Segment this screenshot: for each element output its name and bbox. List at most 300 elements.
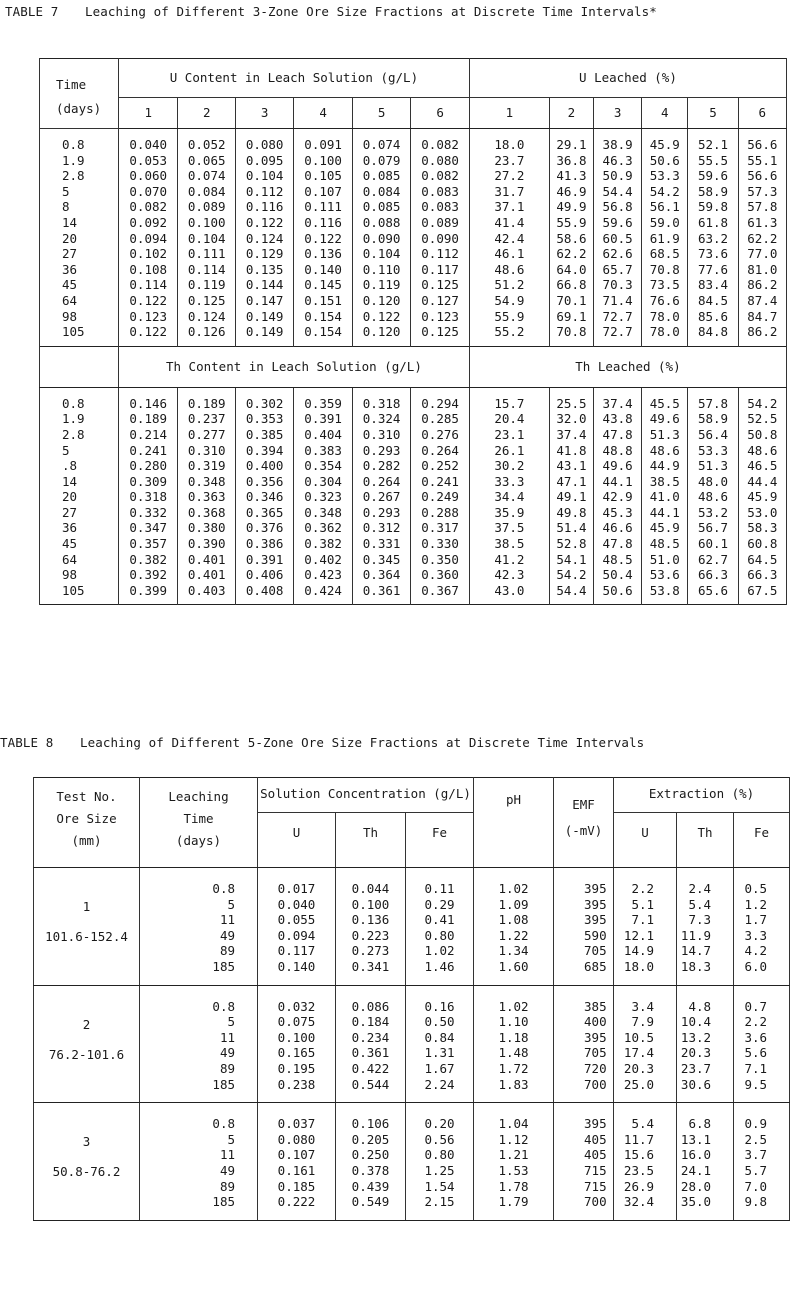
- t7-value: 48.5: [602, 551, 633, 567]
- t7-time-value: 27: [62, 504, 78, 520]
- t7-value: 0.293: [362, 442, 401, 458]
- t8-ext_fe-value: 5.6: [744, 1045, 768, 1061]
- table8: [33, 777, 790, 1221]
- t7-value: 65.6: [697, 582, 729, 598]
- t7-value: 0.149: [245, 308, 284, 324]
- t8-th-value: 0.250: [351, 1147, 390, 1163]
- t7-value: 60.8: [747, 536, 778, 552]
- t8-test-no-label: Test No.: [56, 789, 117, 804]
- t7-value: 54.1: [556, 551, 587, 567]
- t8-emf-header: [554, 778, 614, 868]
- t7-value: 48.6: [697, 489, 729, 505]
- t8-ext_fe-value: 5.7: [744, 1162, 768, 1178]
- t8-ph-value: 1.72: [498, 1060, 529, 1076]
- t8-ext_u-value: 26.9: [623, 1178, 655, 1194]
- t7-time-value: 5: [62, 442, 70, 458]
- t8-ph-value: 1.83: [498, 1076, 529, 1092]
- t8-ph-value: 1.79: [498, 1194, 529, 1210]
- t7-value: 62.6: [602, 246, 633, 262]
- t8-ore-size: 50.8-76.2: [52, 1164, 121, 1180]
- t7-value-cell: [411, 387, 470, 605]
- t8-ext_th-cell: [677, 868, 734, 986]
- t8-ph-value: 1.08: [498, 912, 529, 928]
- t7-value: 0.146: [129, 395, 168, 411]
- t8-fe-value: 1.46: [424, 958, 455, 974]
- t7-value: 0.111: [304, 199, 342, 215]
- t7-value: 0.084: [187, 183, 226, 199]
- t7-value: 0.124: [187, 308, 226, 324]
- t8-th-value: 0.044: [351, 881, 390, 896]
- t8-emf-value: 715: [584, 1162, 607, 1178]
- t7-value: 0.088: [362, 214, 401, 230]
- t7-value: 0.084: [362, 183, 401, 199]
- t7-value: 45.3: [602, 504, 633, 520]
- t8-fe-value: 1.54: [424, 1178, 455, 1194]
- t7-value: 0.090: [362, 230, 401, 246]
- t8-ext_fe-cell: [734, 868, 790, 986]
- t7-value: 0.125: [421, 277, 459, 293]
- t7-value: 46.6: [602, 520, 633, 536]
- t7-value: 0.144: [245, 277, 284, 293]
- t7-value: 51.2: [494, 277, 525, 293]
- t8-test-cell: [34, 868, 140, 986]
- t7-value: 53.3: [697, 442, 729, 458]
- t7-value: 53.2: [697, 504, 729, 520]
- t7-value: 0.112: [245, 183, 284, 199]
- t8-emf-value: 395: [584, 881, 607, 896]
- t7-value: 0.125: [421, 324, 459, 340]
- t8-time-header: [140, 778, 258, 868]
- t7-value: 0.310: [187, 442, 226, 458]
- t7-time-value: 14: [62, 214, 78, 230]
- t7-value: 0.119: [362, 277, 401, 293]
- t8-th-value: 0.205: [351, 1131, 390, 1147]
- t7-value: 78.0: [649, 308, 680, 324]
- t8-sub-th-header: Th: [336, 813, 406, 868]
- t8-emf-value: 685: [584, 958, 607, 974]
- t8-fe-value: 0.80: [424, 927, 455, 943]
- t7-value: 0.402: [304, 551, 342, 567]
- t8-ph-value: 1.18: [498, 1029, 529, 1045]
- t7-value: 64.0: [556, 261, 587, 277]
- t7-value: 64.5: [747, 551, 778, 567]
- t8-ext_th-value: 11.9: [680, 927, 712, 943]
- t7-value: 0.074: [187, 168, 226, 184]
- t8-ext_u-value: 10.5: [623, 1029, 655, 1045]
- t8-time-value: 89: [219, 1060, 235, 1076]
- t7-col-number-row: [40, 98, 787, 129]
- t7-value: 0.345: [362, 551, 401, 567]
- t7-col-number: 6: [411, 98, 470, 129]
- t7-time-value: .8: [62, 458, 78, 474]
- t7-value: 0.189: [187, 395, 226, 411]
- t7-value: 0.040: [129, 137, 168, 152]
- t8-ext_fe-value: 6.0: [744, 958, 768, 974]
- t8-fe-value: 2.15: [424, 1194, 455, 1210]
- t7-value: 55.9: [556, 214, 587, 230]
- t7-time-value: 14: [62, 473, 78, 489]
- t7-value: 0.083: [421, 183, 459, 199]
- t7-value-cell: [352, 129, 410, 347]
- t8-group-row: [34, 1103, 790, 1221]
- t7-time-value: 2.8: [62, 168, 85, 184]
- t8-group-row: [34, 868, 790, 986]
- t7-value: 0.394: [245, 442, 284, 458]
- t7-value: 0.368: [187, 504, 226, 520]
- t7-th-leached-header: Th Leached (%): [469, 346, 786, 387]
- t7-value: 52.5: [747, 411, 778, 427]
- t7-value: 0.136: [304, 246, 342, 262]
- t8-ore-size-unit: (mm): [71, 833, 102, 848]
- t8-u-value: 0.040: [277, 896, 316, 912]
- t7-value: 77.0: [747, 246, 778, 262]
- t7-value: 56.8: [602, 199, 633, 215]
- t7-value: 0.214: [129, 426, 168, 442]
- t7-time-label: Time: [56, 76, 87, 92]
- t7-value: 49.6: [649, 411, 680, 427]
- t7-value: 0.363: [187, 489, 226, 505]
- t8-time-value: 5: [227, 1014, 235, 1030]
- t8-th-value: 0.086: [351, 998, 390, 1014]
- t7-value: 0.331: [362, 536, 401, 552]
- t7-value: 54.2: [649, 183, 680, 199]
- t8-time-value: 5: [227, 1131, 235, 1147]
- t8-ext_u-value: 18.0: [623, 958, 655, 974]
- t7-value: 0.114: [187, 261, 226, 277]
- t7-value: 0.361: [362, 582, 401, 598]
- t8-ph-value: 1.21: [498, 1147, 529, 1163]
- t8-ph-value: 1.78: [498, 1178, 529, 1194]
- t7-value: 72.7: [602, 308, 633, 324]
- t8-th-cell: [336, 1103, 406, 1221]
- t7-value: 38.9: [602, 137, 633, 152]
- t7-value: 54.4: [556, 582, 587, 598]
- t7-value: 0.241: [129, 442, 168, 458]
- t7-value: 0.304: [304, 473, 342, 489]
- table7-caption: [5, 4, 657, 19]
- t7-value: 67.5: [747, 582, 778, 598]
- t7-value: 0.332: [129, 504, 168, 520]
- t7-value: 66.8: [556, 277, 587, 293]
- t8-ph-value: 1.02: [498, 881, 529, 896]
- t8-ext_u-value: 5.1: [631, 896, 655, 912]
- t7-value: 59.6: [697, 168, 729, 184]
- t8-u-value: 0.222: [277, 1194, 316, 1210]
- t7-value: 62.2: [556, 246, 587, 262]
- t7-value: 0.089: [421, 214, 459, 230]
- t8-ext_fe-value: 0.7: [744, 998, 768, 1014]
- t7-value: 0.107: [304, 183, 342, 199]
- t8-ext_th-cell: [677, 985, 734, 1103]
- t7-value: 56.4: [697, 426, 729, 442]
- t8-ext_fe-value: 0.5: [744, 881, 768, 896]
- t7-time-value: 1.9: [62, 411, 85, 427]
- t8-fe-value: 1.25: [424, 1162, 455, 1178]
- t7-data-row: [40, 129, 787, 347]
- t7-value: 54.2: [747, 395, 778, 411]
- t7-value: 0.424: [304, 582, 342, 598]
- t7-value: 43.0: [494, 582, 525, 598]
- t7-value: 60.1: [697, 536, 729, 552]
- t7-value: 48.8: [602, 442, 633, 458]
- t7-value: 0.116: [245, 199, 284, 215]
- t7-value: 0.324: [362, 411, 401, 427]
- t7-value: 0.264: [362, 473, 401, 489]
- t7-value-cell: [688, 129, 738, 347]
- t7-value: 37.4: [556, 426, 587, 442]
- t8-ext_th-value: 6.8: [688, 1116, 712, 1132]
- t8-ext_u-value: 5.4: [631, 1116, 655, 1132]
- t7-value: 47.8: [602, 536, 633, 552]
- t7-value: 0.104: [362, 246, 401, 262]
- t7-value: 56.6: [747, 168, 778, 184]
- t7-value: 51.3: [649, 426, 680, 442]
- t7-value: 0.310: [362, 426, 401, 442]
- t7-value: 0.126: [187, 324, 226, 340]
- t8-ore-size: 101.6-152.4: [45, 929, 128, 944]
- t7-col-number: 2: [549, 98, 593, 129]
- t7-value-cell: [294, 129, 352, 347]
- t8-fe-value: 0.50: [424, 1014, 455, 1030]
- t8-test-cell: [34, 1103, 140, 1221]
- t8-group-row: [34, 985, 790, 1103]
- t7-value: 0.423: [304, 567, 342, 583]
- t7-value: 53.6: [649, 567, 680, 583]
- t8-time-label: Time: [183, 811, 214, 826]
- t7-value: 0.114: [129, 277, 168, 293]
- t8-th-value: 0.234: [351, 1029, 390, 1045]
- t7-value: 70.8: [556, 324, 587, 340]
- t7-value: 0.399: [129, 582, 168, 598]
- t8-ph-value: 1.10: [498, 1014, 529, 1030]
- t7-value: 83.4: [697, 277, 729, 293]
- t7-value: 0.149: [245, 324, 284, 340]
- t7-value: 45.9: [649, 137, 680, 152]
- t7-value: 0.080: [245, 137, 284, 152]
- table7: [39, 58, 787, 605]
- t7-value-cell: [294, 387, 352, 605]
- t7-value: 57.8: [697, 395, 729, 411]
- t8-time-value: 49: [219, 1045, 235, 1061]
- t7-value: 0.091: [304, 137, 342, 152]
- t8-th-value: 0.341: [351, 958, 390, 974]
- t7-value: 42.3: [494, 567, 525, 583]
- t8-ph-value: 1.53: [498, 1162, 529, 1178]
- t8-emf-value: 405: [584, 1147, 607, 1163]
- t7-value: 0.391: [304, 411, 342, 427]
- t7-value: 0.357: [129, 536, 168, 552]
- t8-th-value: 0.223: [351, 927, 390, 943]
- t7-value: 0.074: [362, 137, 401, 152]
- t7-value: 0.089: [187, 199, 226, 215]
- t7-value: 84.5: [697, 292, 729, 308]
- t8-ext_th-value: 13.2: [680, 1029, 712, 1045]
- t8-u-value: 0.037: [277, 1116, 316, 1132]
- t7-value: 0.122: [304, 230, 342, 246]
- t7-value: 0.085: [362, 199, 401, 215]
- t8-ext_fe-value: 2.2: [744, 1014, 768, 1030]
- t8-fe-value: 0.56: [424, 1131, 455, 1147]
- t7-value-cell: [688, 387, 738, 605]
- t8-ext_th-value: 14.7: [680, 943, 712, 959]
- t7-value: 47.1: [556, 473, 587, 489]
- t7-value: 0.122: [245, 214, 284, 230]
- t7-value: 44.1: [602, 473, 633, 489]
- t7-value: 68.5: [649, 246, 680, 262]
- t8-ph-cell: [474, 1103, 554, 1221]
- t7-value: 0.090: [421, 230, 459, 246]
- t7-value: 53.0: [747, 504, 778, 520]
- t7-value: 73.5: [649, 277, 680, 293]
- t7-value: 49.6: [602, 458, 633, 474]
- t7-value: 0.154: [304, 324, 342, 340]
- t7-u-content-header: U Content in Leach Solution (g/L): [118, 59, 469, 98]
- t8-emf-value: 385: [584, 998, 607, 1014]
- t8-ext_th-value: 35.0: [680, 1194, 712, 1210]
- t7-value: 81.0: [747, 261, 778, 277]
- t8-u-value: 0.195: [277, 1060, 316, 1076]
- t7-value: 47.8: [602, 426, 633, 442]
- t8-emf-value: 405: [584, 1131, 607, 1147]
- t7-th-content-header: Th Content in Leach Solution (g/L): [118, 346, 469, 387]
- t8-ph-value: 1.60: [498, 958, 529, 974]
- t7-value: 45.9: [649, 520, 680, 536]
- t7-value-cell: [469, 387, 549, 605]
- t7-value-cell: [469, 129, 549, 347]
- t7-value: 66.3: [747, 567, 778, 583]
- t7-value: 0.348: [187, 473, 226, 489]
- t8-ext_fe-cell: [734, 985, 790, 1103]
- t7-value: 0.110: [362, 261, 401, 277]
- t8-test-number: 2: [82, 1016, 91, 1032]
- t7-value: 0.380: [187, 520, 226, 536]
- t7-value: 0.123: [421, 308, 459, 324]
- t7-value: 48.5: [649, 536, 680, 552]
- t7-value: 0.095: [245, 152, 284, 168]
- t7-value: 0.359: [304, 395, 342, 411]
- t7-value: 0.052: [187, 137, 226, 152]
- t8-u-value: 0.017: [277, 881, 316, 896]
- t8-th-value: 0.422: [351, 1060, 390, 1076]
- t7-time-cell: [40, 129, 119, 347]
- t7-value: 70.3: [602, 277, 633, 293]
- t7-value: 0.085: [362, 168, 401, 184]
- t8-sub-fe-header: Fe: [406, 813, 474, 868]
- t7-value: 0.282: [362, 458, 401, 474]
- t7-value: 0.104: [187, 230, 226, 246]
- t7-value: 0.145: [304, 277, 342, 293]
- t7-value: 41.3: [556, 168, 587, 184]
- t7-value: 0.129: [245, 246, 284, 262]
- t7-value: 55.2: [494, 324, 525, 340]
- t7-value: 0.386: [245, 536, 284, 552]
- t7-value: 41.0: [649, 489, 680, 505]
- t7-value: 0.318: [129, 489, 168, 505]
- t7-value: 41.4: [494, 214, 525, 230]
- t8-time-value: 89: [219, 1178, 235, 1194]
- t7-value: 27.2: [494, 168, 525, 184]
- t8-ext_th-value: 20.3: [680, 1045, 712, 1061]
- t7-value: 62.7: [697, 551, 729, 567]
- t8-leaching-label: Leaching: [168, 789, 229, 804]
- t7-value: 0.112: [421, 246, 459, 262]
- t7-value: 23.1: [494, 426, 525, 442]
- t8-th-value: 0.439: [351, 1178, 390, 1194]
- t8-ph-value: 1.22: [498, 927, 529, 943]
- t7-value-cell: [411, 129, 470, 347]
- t7-value: 20.4: [494, 411, 525, 427]
- t7-value: 49.1: [556, 489, 587, 505]
- t7-time-value: 20: [62, 489, 78, 505]
- t7-value: 41.8: [556, 442, 587, 458]
- t8-th-value: 0.106: [351, 1116, 390, 1132]
- t7-time-header: [40, 59, 119, 129]
- t7-value: 70.8: [649, 261, 680, 277]
- t7-value: 44.4: [747, 473, 778, 489]
- t7-value: 58.6: [556, 230, 587, 246]
- t7-value: 0.092: [129, 214, 168, 230]
- t7-value: 65.7: [602, 261, 633, 277]
- t7-value: 58.9: [697, 411, 729, 427]
- t7-value: 48.6: [649, 442, 680, 458]
- t8-u-value: 0.165: [277, 1045, 316, 1061]
- t8-fe-value: 1.67: [424, 1060, 455, 1076]
- t7-value: 0.124: [245, 230, 284, 246]
- t8-extraction-header: Extraction (%): [614, 778, 790, 813]
- t7-value: 0.354: [304, 458, 342, 474]
- t8-time-value: 0.8: [212, 1116, 235, 1132]
- t7-value: 0.241: [421, 473, 459, 489]
- t7-value: 0.105: [304, 168, 342, 184]
- t7-value: 33.3: [494, 473, 525, 489]
- t7-value: 87.4: [747, 292, 778, 308]
- t7-value: 46.3: [602, 152, 633, 168]
- t8-spacer: [34, 1116, 139, 1131]
- t7-value: 30.2: [494, 458, 525, 474]
- t7-value: 66.3: [697, 567, 729, 583]
- t8-th-value: 0.361: [351, 1045, 390, 1061]
- t8-ph-header: pH: [474, 778, 554, 868]
- t8-solution-header: Solution Concentration (g/L): [258, 778, 474, 813]
- t8-time-cell: [140, 868, 258, 986]
- t7-value: 45.9: [747, 489, 778, 505]
- t8-u-value: 0.161: [277, 1162, 316, 1178]
- t8-emf-label: EMF: [572, 797, 595, 812]
- t7-value: 18.0: [494, 137, 525, 152]
- t8-emf-cell: [554, 985, 614, 1103]
- t7-value: 0.252: [421, 458, 459, 474]
- t8-ext_fe-value: 7.0: [744, 1178, 768, 1194]
- t7-value: 0.065: [187, 152, 226, 168]
- t7-value: 77.6: [697, 261, 729, 277]
- t7-value: 0.122: [129, 292, 168, 308]
- t8-emf-value: 395: [584, 1116, 607, 1132]
- t7-value: 57.3: [747, 183, 778, 199]
- t7-value-cell: [118, 129, 178, 347]
- t7-value: 35.9: [494, 504, 525, 520]
- t8-emf-value: 395: [584, 1029, 607, 1045]
- t7-value: 55.5: [697, 152, 729, 168]
- t7-col-number: 1: [469, 98, 549, 129]
- t7-value: 50.9: [602, 168, 633, 184]
- t7-value: 76.6: [649, 292, 680, 308]
- t7-value: 0.127: [421, 292, 459, 308]
- t8-ext_u-value: 3.4: [631, 998, 655, 1014]
- t7-value: 0.147: [245, 292, 284, 308]
- t7-value: 0.392: [129, 567, 168, 583]
- t7-col-number: 3: [235, 98, 293, 129]
- t7-value-cell: [178, 129, 235, 347]
